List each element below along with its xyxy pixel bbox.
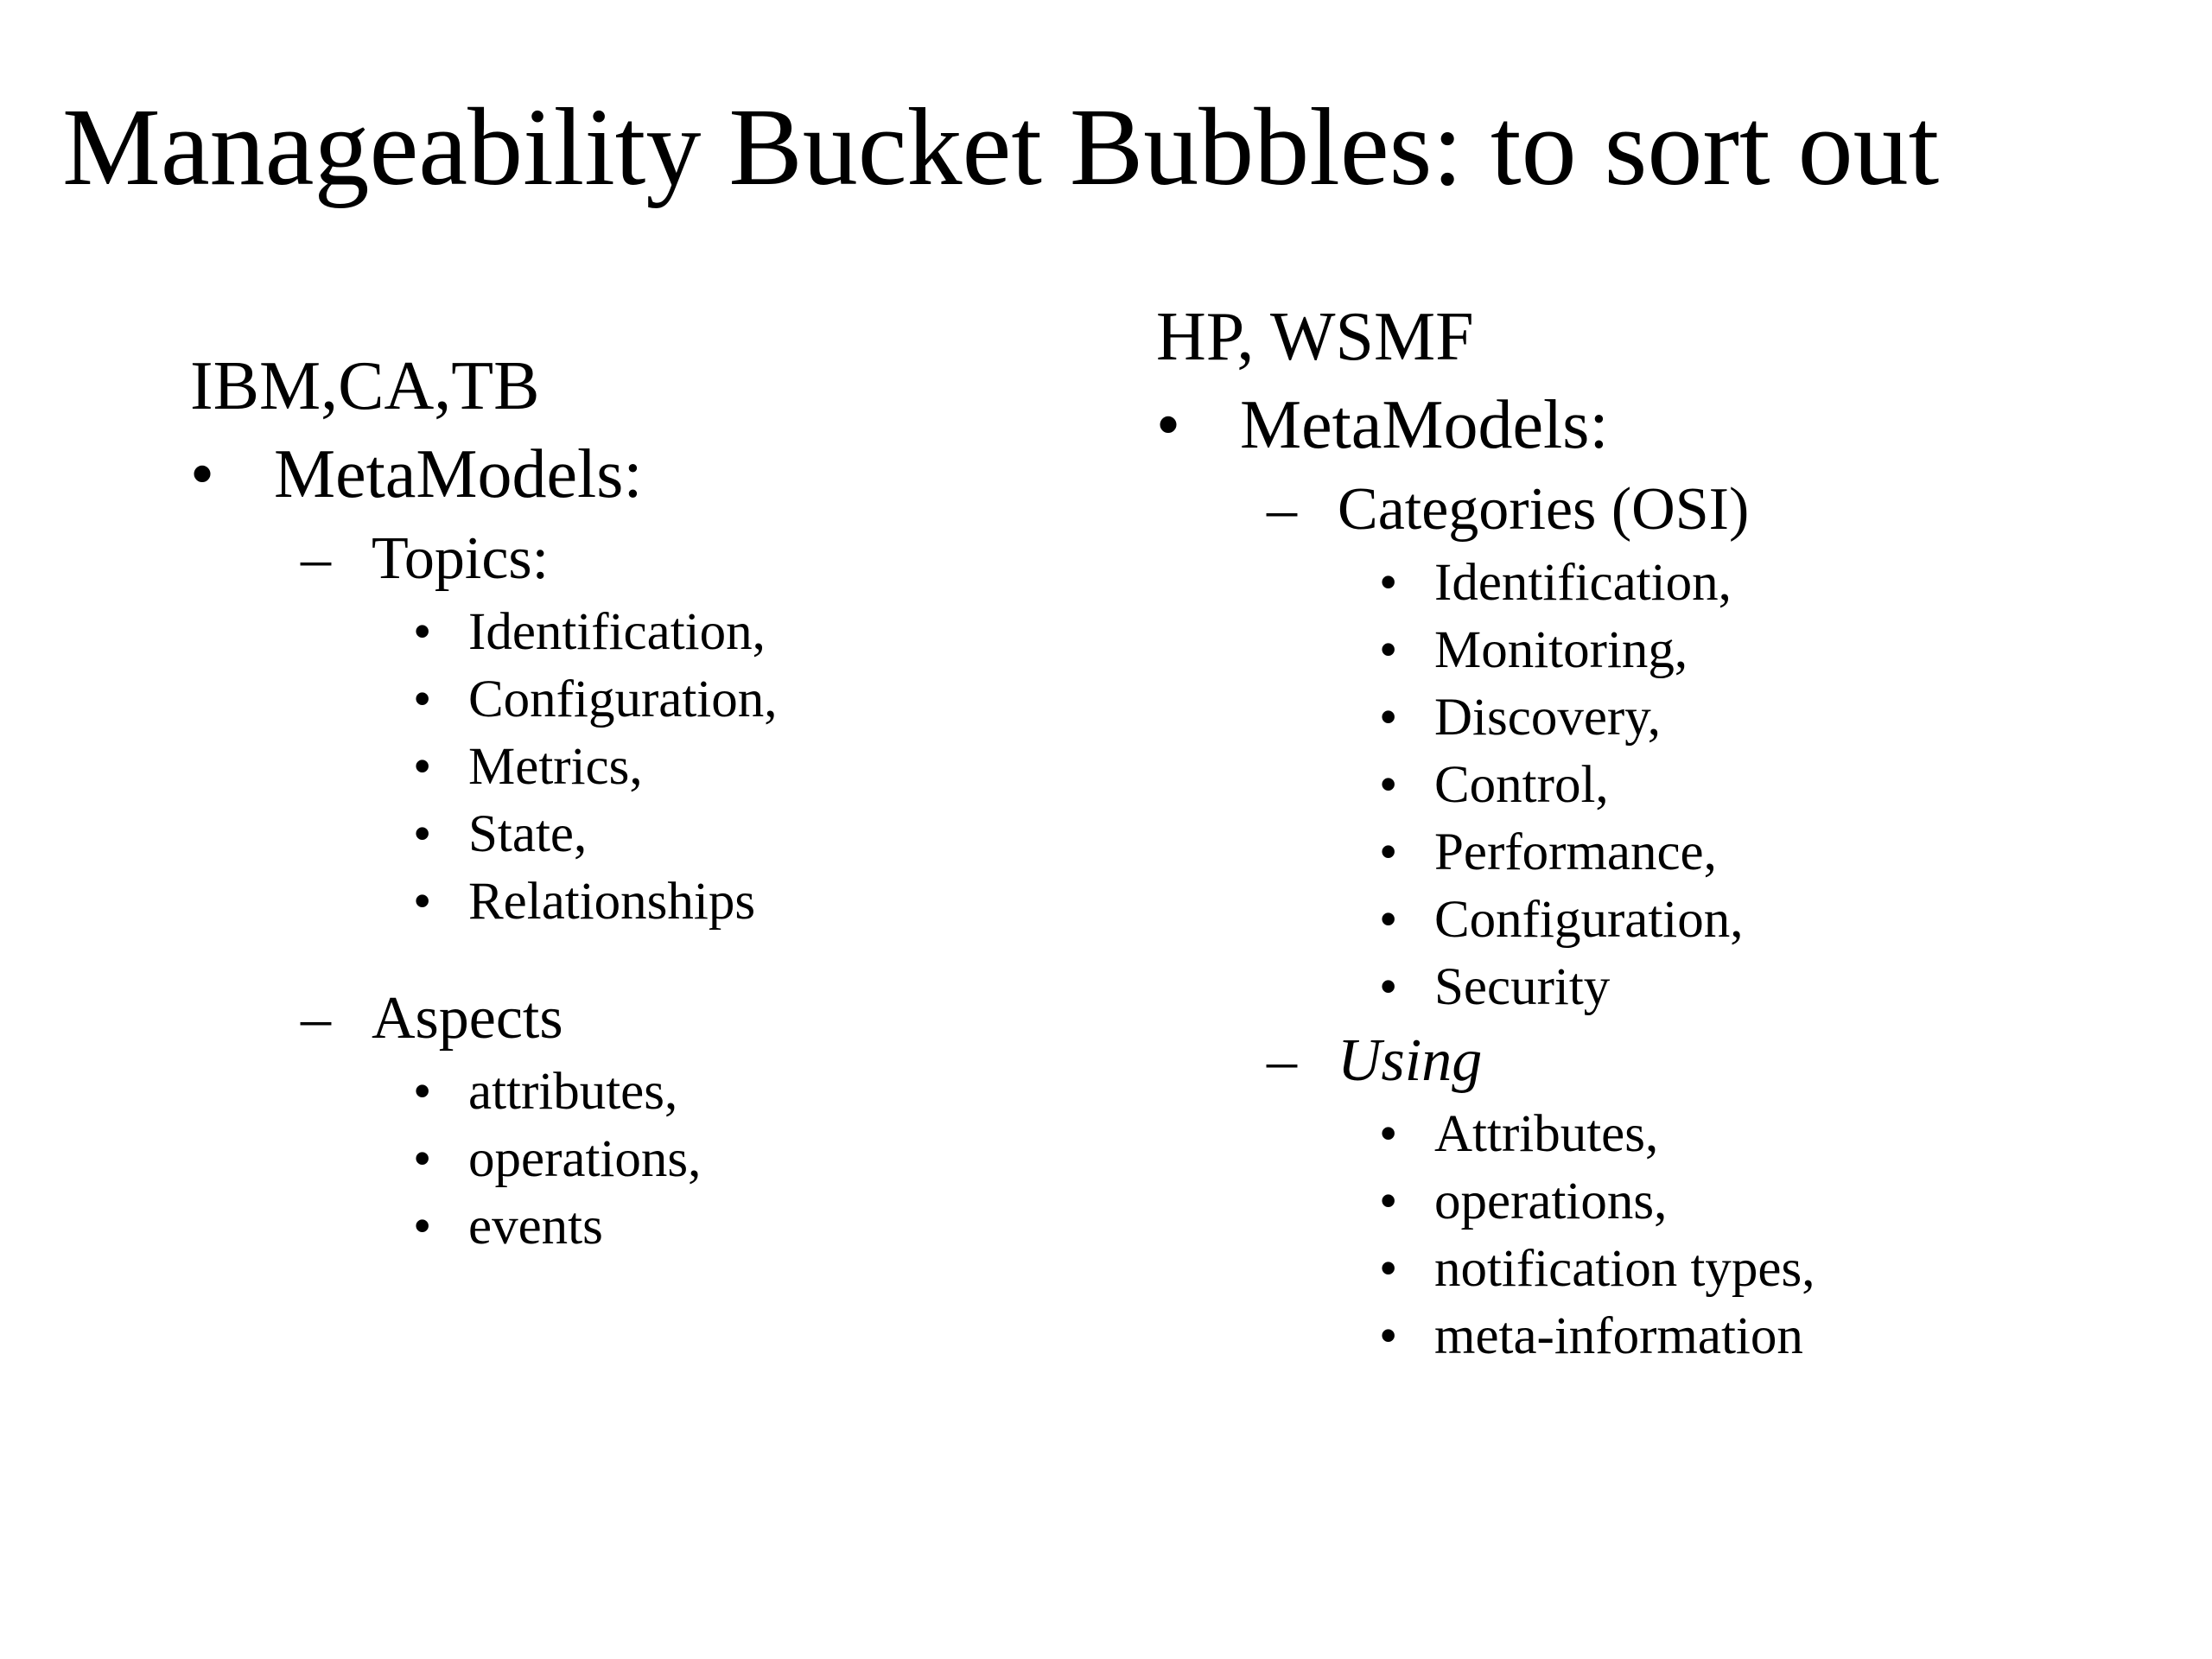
bullet-marker: • (1379, 756, 1398, 814)
list-item (1156, 1236, 1815, 1303)
slide-title: Manageability Bucket Bubbles: to sort out (62, 86, 1940, 208)
left-topics-label: Topics: (372, 525, 550, 592)
list-item (190, 734, 777, 801)
left-aspects-item (190, 979, 777, 1058)
right-metamodels-label: MetaModels: (1240, 387, 1609, 463)
bullet-marker: • (1379, 1240, 1398, 1298)
list-item (1156, 752, 1815, 819)
left-topics-item (190, 519, 777, 599)
bullet-marker: • (413, 603, 432, 661)
list-item (1156, 550, 1815, 617)
bullet-marker: • (1379, 891, 1398, 949)
list-item-label: Identification, (1434, 554, 1732, 612)
right-column (1156, 294, 1815, 1370)
bullet-marker: • (1379, 958, 1398, 1016)
bullet-marker: • (1379, 554, 1398, 612)
bullet-marker: • (1379, 1105, 1398, 1163)
left-metamodels-item (190, 429, 777, 519)
list-item-label: Monitoring, (1434, 621, 1688, 679)
bullet-marker: • (413, 873, 432, 931)
list-item-label: Configuration, (468, 671, 778, 728)
list-item (190, 599, 777, 666)
list-item-label: meta-information (1434, 1307, 1803, 1365)
list-item (1156, 887, 1815, 954)
spacer (190, 936, 777, 979)
dash-marker: – (1267, 476, 1297, 543)
left-metamodels-label: MetaModels: (274, 436, 643, 512)
left-heading: IBM,CA,TB (190, 348, 540, 424)
list-item (1156, 819, 1815, 887)
bullet-marker: • (1379, 1173, 1398, 1230)
dash-marker: – (301, 525, 331, 592)
right-categories-item (1156, 470, 1815, 550)
bullet-marker: • (413, 738, 432, 796)
list-item-label: Attributes, (1434, 1105, 1659, 1163)
list-item-label: State, (468, 805, 588, 863)
list-item-label: Security (1434, 958, 1611, 1016)
bullet-marker: • (413, 1130, 432, 1188)
right-metamodels-item (1156, 380, 1815, 470)
bullet-marker: • (1379, 1307, 1398, 1365)
list-item (190, 868, 777, 936)
list-item (1156, 684, 1815, 752)
dash-marker: – (301, 985, 331, 1052)
list-item-label: events (468, 1198, 603, 1255)
left-column (190, 343, 777, 1261)
bullet-marker: • (413, 805, 432, 863)
list-item (1156, 617, 1815, 684)
bullet-marker: • (413, 1063, 432, 1121)
list-item-label: attributes, (468, 1063, 678, 1121)
list-item (190, 801, 777, 868)
list-item (190, 1193, 777, 1261)
list-item-label: Relationships (468, 873, 756, 931)
list-item (190, 1126, 777, 1193)
left-aspects-label: Aspects (372, 985, 563, 1052)
list-item-label: Discovery, (1434, 689, 1661, 747)
list-item-label: operations, (1434, 1173, 1668, 1230)
list-item-label: Identification, (468, 603, 766, 661)
list-item-label: Configuration, (1434, 891, 1744, 949)
bullet-marker: • (413, 671, 432, 728)
bullet-marker: • (1379, 689, 1398, 747)
right-using-item (1156, 1021, 1815, 1101)
list-item (1156, 1168, 1815, 1236)
list-item-label: Control, (1434, 756, 1609, 814)
list-item-label: operations, (468, 1130, 702, 1188)
list-item-label: Metrics, (468, 738, 643, 796)
list-item (1156, 1101, 1815, 1168)
bullet-marker: • (1379, 621, 1398, 679)
list-item (190, 1058, 777, 1126)
right-categories-label: Categories (OSI) (1338, 476, 1750, 543)
list-item (1156, 954, 1815, 1021)
bullet-marker: • (1156, 387, 1181, 463)
bullet-marker: • (190, 436, 215, 512)
list-item (190, 666, 777, 734)
bullet-marker: • (413, 1198, 432, 1255)
list-item-label: Performance, (1434, 823, 1717, 881)
list-item-label: notification types, (1434, 1240, 1815, 1298)
list-item (1156, 1303, 1815, 1370)
right-using-label: Using (1338, 1027, 1483, 1094)
bullet-marker: • (1379, 823, 1398, 881)
dash-marker: – (1267, 1027, 1297, 1094)
right-heading: HP, WSMF (1156, 299, 1474, 375)
